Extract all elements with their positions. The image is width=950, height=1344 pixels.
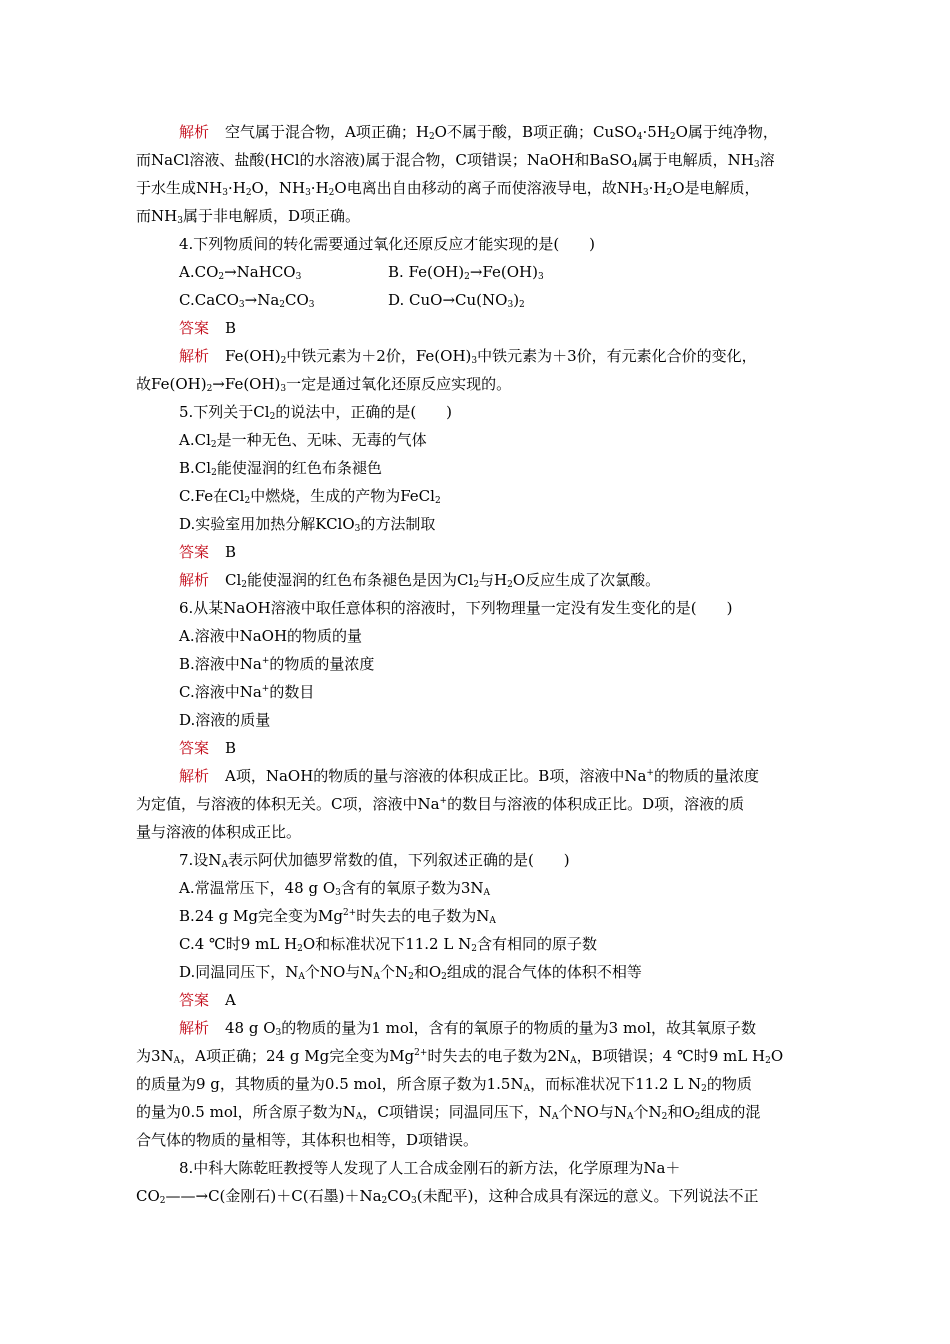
q4-option-b: B. $Fe(OH)_2\to Fe(OH)_3$ xyxy=(388,263,544,282)
q4-explanation-line-2: 故$Fe(OH)_2\to Fe(OH)_3$一定是通过氧化还原反应实现的。 xyxy=(136,375,512,394)
q6-option-d: D.溶液的质量 xyxy=(179,711,271,729)
q6-explanation-line-2: 为定值，与溶液的体积无关。C项，溶液中Na+的数目与溶液的体积成正比。D项，溶液的质 xyxy=(136,795,745,813)
q7-option-a: A.常温常压下，48 g $O_3$含有的氧原子数为$3N_A$ xyxy=(179,879,491,898)
q6-answer: 答案 B xyxy=(179,739,237,757)
q8-stem-line-1: 8.中科大陈乾旺教授等人发现了人工合成金刚石的新方法，化学原理为Na＋ xyxy=(179,1159,681,1177)
q7-explanation-line-3: 的质量为9 g，其物质的量为0.5 mol，所含原子数为$1.5N_A$，而标准状况下11.2 L $N_2$的物质 xyxy=(136,1075,752,1094)
q7-explanation-line-5: 合气体的物质的量相等，其体积也相等，D项错误。 xyxy=(136,1131,479,1149)
q6-explanation-line-1: 解析 A项，NaOH的物质的量与溶液的体积成正比。B项，溶液中Na+的物质的量浓度 xyxy=(179,767,759,785)
q4-explanation-line-1: 解析 $Fe(OH)_2$中铁元素为＋2价，$Fe(OH)_3$中铁元素为＋3价，有元素化合价的变化， xyxy=(179,347,757,366)
q6-option-c: C.溶液中Na+的数目 xyxy=(179,683,315,701)
q5-option-a: $A.Cl_2$是一种无色、无味、无毒的气体 xyxy=(179,431,427,450)
q7-option-c: C.4 ℃时9 mL $H_2O$和标准状况下11.2 L $N_2$含有相同的原子数 xyxy=(179,935,597,954)
answer-label: 答案 xyxy=(179,319,210,337)
q3-explanation-line-3: 于水生成$NH_3\cdot H_2O$，$NH_3\cdot H_2O$电离出自由移动的离子而使溶液导电，故$NH_3\cdot H_2O$是电解质， xyxy=(136,179,760,198)
q4-option-a: $A.CO_2\to NaHCO_3$ xyxy=(179,263,302,282)
q7-stem: 7.设$N_A$表示阿伏加德罗常数的值，下列叙述正确的是( ) xyxy=(179,851,570,870)
q8-stem-line-2: $CO_2——\to C$(金刚石)＋C(石墨)$+Na_2CO_3$(未配平)，这种合成具有深远的意义。下列说法不正 xyxy=(136,1187,759,1206)
q7-explanation-line-4: 的量为0.5 mol，所含原子数为$N_A$，C项错误；同温同压下，$N_A$个NO与$N_A$个$N_2$和$O_2$组成的混 xyxy=(136,1103,761,1122)
analysis-label: 解析 xyxy=(179,767,210,785)
answer-label: 答案 xyxy=(179,991,210,1009)
q5-stem: 5.下列关于$Cl_2$的说法中，正确的是( ) xyxy=(179,403,453,422)
q4-option-d: D. $CuO\to Cu(NO_3)_2$ xyxy=(388,291,525,310)
analysis-label: 解析 xyxy=(179,571,210,589)
q7-option-d: D.同温同压下，$N_A$个NO与$N_A$个$N_2$和$O_2$组成的混合气体的体积不相等 xyxy=(179,963,642,982)
q3-explanation-line-4: 而$NH_3$属于非电解质，D项正确。 xyxy=(136,207,360,226)
q7-explanation-line-2: 为$3N_A$，A项正确；24 g Mg完全变为$Mg^{2+}$时失去的电子数为$2N_A$，B项错误；4 ℃时9 mL $H_2O$ xyxy=(136,1047,784,1066)
q4-stem: 4.下列物质间的转化需要通过氧化还原反应才能实现的是( ) xyxy=(179,235,596,253)
q6-stem: 6.从某NaOH溶液中取任意体积的溶液时，下列物理量一定没有发生变化的是( ) xyxy=(179,599,733,617)
answer-label: 答案 xyxy=(179,739,210,757)
q5-option-d: D.实验室用加热分解KClO$_3$的方法制取 xyxy=(179,515,436,534)
q4-answer: 答案 B xyxy=(179,319,237,337)
analysis-label: 解析 xyxy=(179,347,210,365)
answer-label: 答案 xyxy=(179,543,210,561)
q5-answer: 答案 B xyxy=(179,543,237,561)
analysis-label: 解析 xyxy=(179,123,210,141)
q4-options-row-1 xyxy=(179,262,779,282)
q5-option-c: C.Fe在$Cl_2$中燃烧，生成的产物为FeCl$_2$ xyxy=(179,487,441,506)
q4-option-c: $C.CaCO_3\to Na_2CO_3$ xyxy=(179,291,315,310)
q7-explanation-line-1: 解析 48 g $O_3$的物质的量为1 mol，含有的氧原子的物质的量为3 mol，故其氧原子数 xyxy=(179,1019,757,1038)
q7-option-b: B.24 g Mg完全变为$Mg^{2+}$时失去的电子数为$N_A$ xyxy=(179,907,496,926)
q5-explanation: 解析 $Cl_2$能使湿润的红色布条褪色是因为$Cl_2$与$H_2O$反应生成了次氯酸。 xyxy=(179,571,661,590)
analysis-label: 解析 xyxy=(179,1019,210,1037)
q3-explanation-line-1: 解析 空气属于混合物，A项正确；$H_2O$不属于酸，B项正确；$CuSO_4\cdot 5H_2O$属于纯净物， xyxy=(179,123,778,142)
q7-answer: 答案 A xyxy=(179,991,236,1009)
q6-explanation-line-3: 量与溶液的体积成正比。 xyxy=(136,823,302,841)
q4-options-row-2 xyxy=(179,290,779,310)
q6-option-a: A.溶液中NaOH的物质的量 xyxy=(179,627,363,645)
q5-option-b: $B.Cl_2$能使湿润的红色布条褪色 xyxy=(179,459,382,478)
q3-explanation-line-2: 而NaCl溶液、盐酸(HCl的水溶液)属于混合物，C项错误；NaOH和BaSO$_4$属于电解质，$NH_3$溶 xyxy=(136,151,775,170)
q6-option-b: B.溶液中Na+的物质的量浓度 xyxy=(179,655,375,673)
